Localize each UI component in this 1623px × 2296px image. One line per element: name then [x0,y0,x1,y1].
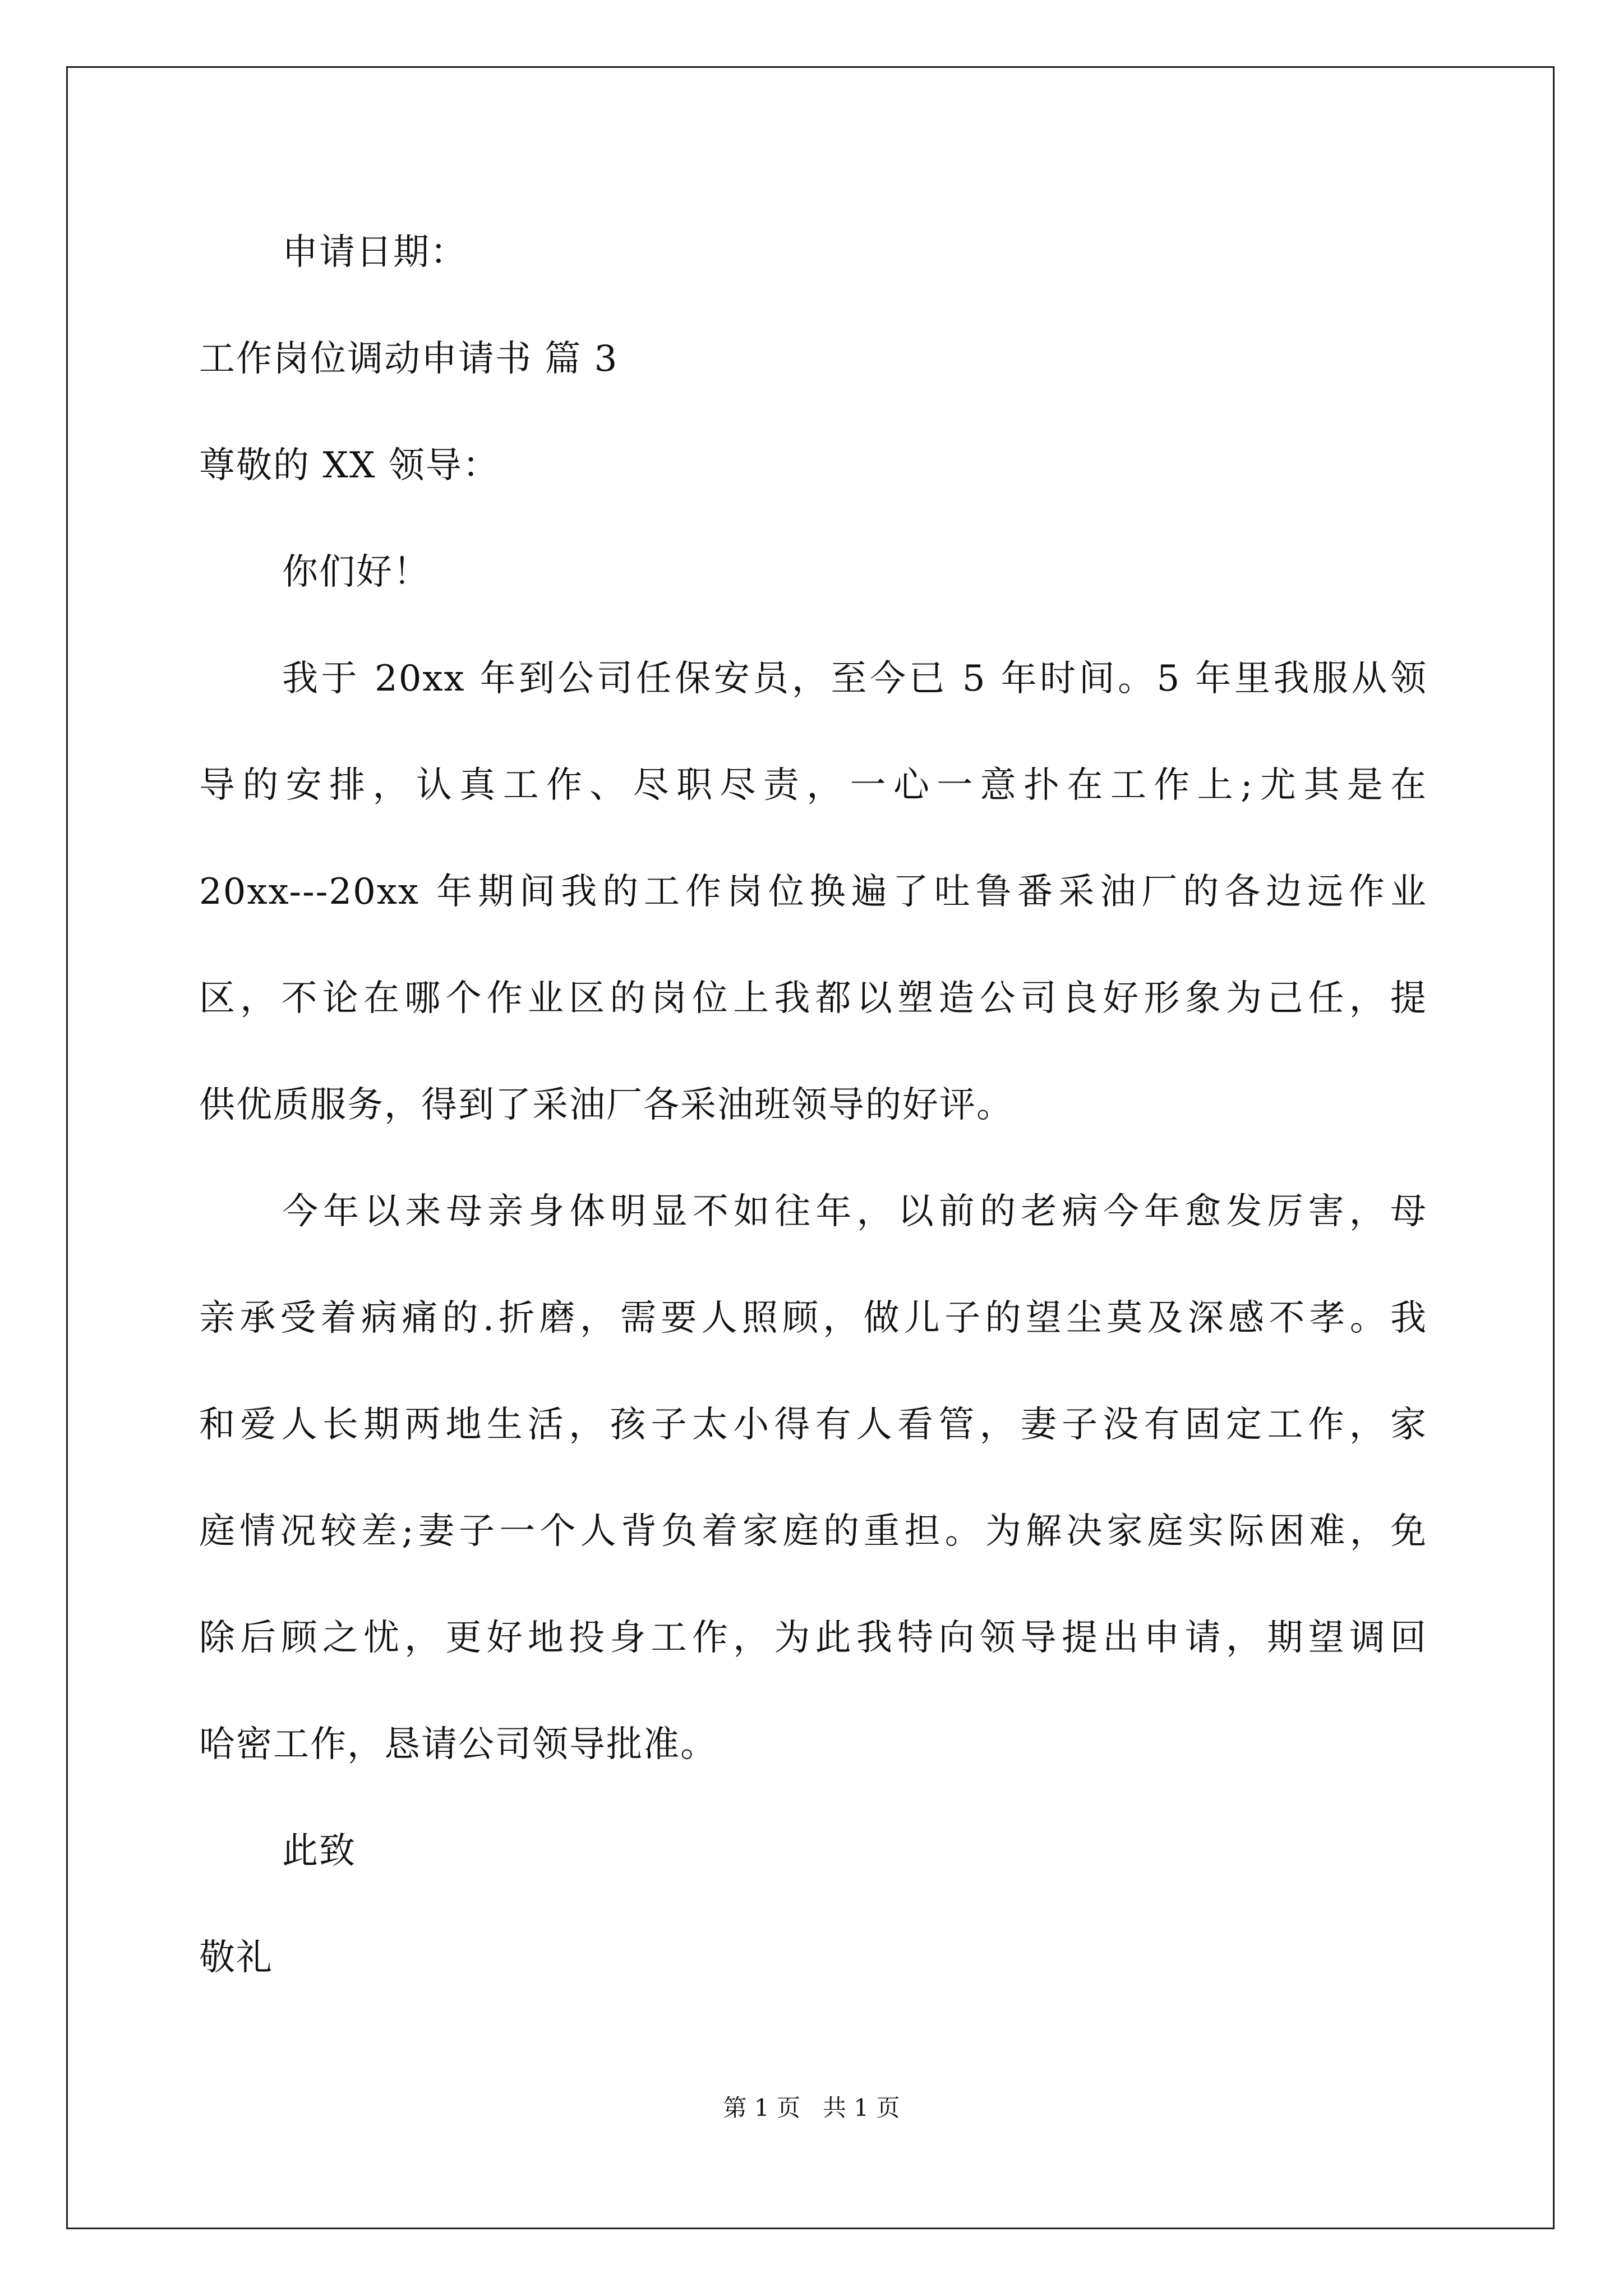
page-border [66,66,1555,2229]
salutation: 尊敬的 XX 领导： [199,445,500,486]
paragraph1-line: 20xx---20xx 年期间我的工作岗位换遍了吐鲁番采油厂的各边远作业 [199,871,1427,913]
paragraph1-line: 我于 20xx 年到公司任保安员，至今已 5 年时间。5 年里我服从领 [282,658,1427,700]
paragraph1-line: 区，不论在哪个作业区的岗位上我都以塑造公司良好形象为己任，提 [199,978,1427,1019]
section-title: 工作岗位调动申请书 篇 3 [199,338,619,380]
date-label: 申请日期： [282,232,467,273]
paragraph2-line: 庭情况较差;妻子一个人背负着家庭的重担。为解决家庭实际困难，免 [199,1511,1427,1552]
page-number-footer: 第 1 页 共 1 页 [723,2094,900,2122]
regards: 敬礼 [199,1937,273,1978]
paragraph2-line: 亲承受着病痛的.折磨，需要人照顾，做儿子的望尘莫及深感不孝。我 [199,1297,1427,1339]
paragraph1-line: 供优质服务，得到了采油厂各采油班领导的好评。 [199,1084,1013,1126]
paragraph2-line: 哈密工作，恳请公司领导批准。 [199,1724,717,1765]
closing: 此致 [282,1830,356,1872]
paragraph2-line: 和爱人长期两地生活，孩子太小得有人看管，妻子没有固定工作，家 [199,1404,1427,1446]
paragraph1-line: 导的安排，认真工作、尽职尽责，一心一意扑在工作上;尤其是在 [199,765,1427,806]
greeting: 你们好！ [282,551,430,593]
paragraph2-line: 今年以来母亲身体明显不如往年，以前的老病今年愈发厉害，母 [282,1191,1427,1232]
paragraph2-line: 除后顾之忧，更好地投身工作，为此我特向领导提出申请，期望调回 [199,1617,1427,1659]
